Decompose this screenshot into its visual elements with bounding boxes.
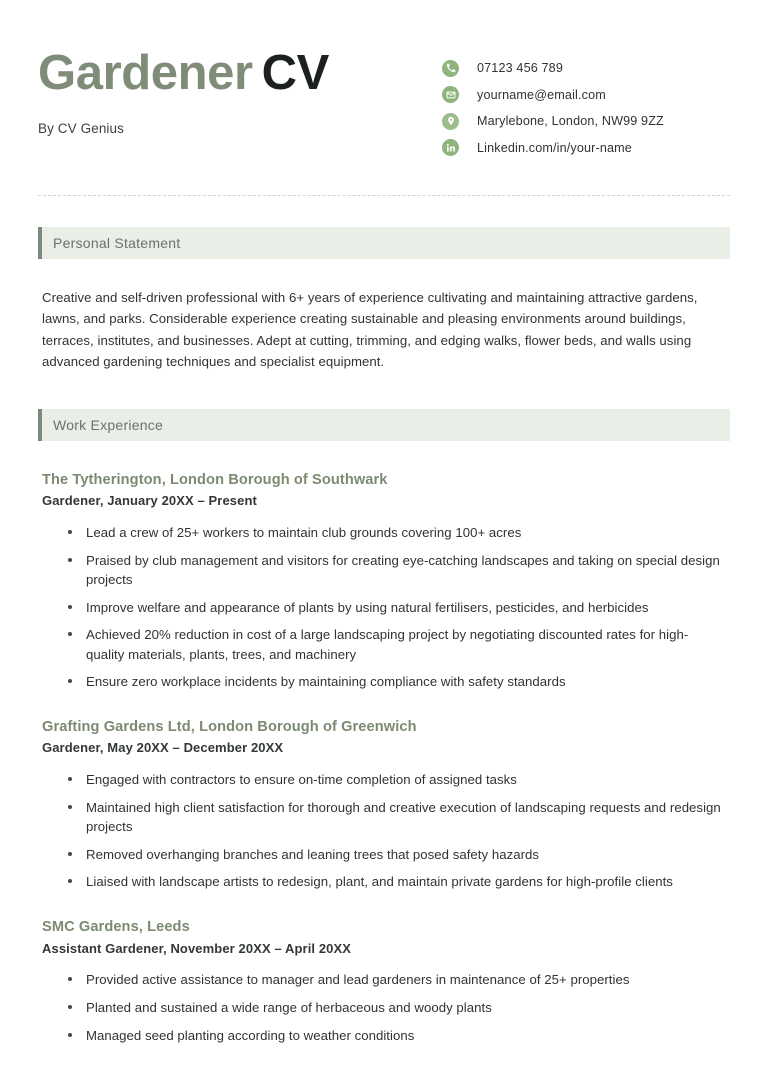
byline: By CV Genius: [38, 121, 124, 137]
work-experience-list: [38, 471, 730, 1046]
contact-row-phone[interactable]: [442, 55, 730, 82]
page-title-role: Gardener: [38, 46, 253, 100]
job-bullet: Achieved 20% reduction in cost of a large landscaping project by negotiating discounted rates for high-quality materials, plants, trees, and machinery: [42, 625, 726, 664]
job-bullet-list: [42, 970, 726, 1045]
job-company: Grafting Gardens Ltd, London Borough of Greenwich: [42, 718, 417, 735]
personal-statement-body: Creative and self-driven professional with 6+ years of experience cultivating and maintaining attractive gardens, lawns, and parks. Considerable experience creating sustainable and pleasing environments around buildings, terraces, institutes, and businesses. Adept at cutting, trimming, and edging walks, flower beds, and walls using advanced gardening techniques and specialist equipment.: [42, 290, 698, 370]
contact-email-text: yourname@email.com: [477, 87, 606, 102]
section-header-personal-statement: [38, 227, 730, 259]
job-company: SMC Gardens, Leeds: [42, 918, 190, 935]
location-icon: [442, 113, 459, 130]
header-divider: [38, 195, 730, 196]
job-entry: [38, 918, 730, 1045]
linkedin-icon: [442, 139, 459, 156]
job-company: The Tytherington, London Borough of Southwark: [42, 471, 388, 488]
job-bullet: Managed seed planting according to weather conditions: [42, 1026, 726, 1046]
job-bullet: Improve welfare and appearance of plants by using natural fertilisers, pesticides, and herbicides: [42, 598, 726, 618]
page-title-suffix: CV: [261, 46, 329, 100]
job-bullet: Engaged with contractors to ensure on-time completion of assigned tasks: [42, 770, 726, 790]
contact-row-location[interactable]: [442, 108, 730, 135]
cv-header-identity: [38, 46, 329, 136]
job-title-dates: Gardener, January 20XX – Present: [42, 493, 257, 509]
job-bullet: Praised by club management and visitors for creating eye-catching landscapes and taking on special design projects: [42, 551, 726, 590]
contact-block: [442, 46, 730, 161]
section-title-personal-statement: Personal Statement: [53, 235, 181, 251]
job-bullet: Maintained high client satisfaction for thorough and creative execution of landscaping requests and redesign projects: [42, 798, 726, 837]
contact-row-email[interactable]: [442, 82, 730, 109]
job-bullet: Removed overhanging branches and leaning trees that posed safety hazards: [42, 845, 726, 865]
job-bullet: Lead a crew of 25+ workers to maintain club grounds covering 100+ acres: [42, 523, 726, 543]
job-entry: [38, 471, 730, 692]
contact-linkedin-text: Linkedin.com/in/your-name: [477, 140, 632, 155]
job-bullet-list: [42, 770, 726, 892]
section-header-work-experience: [38, 409, 730, 441]
job-bullet: Liaised with landscape artists to redesign, plant, and maintain private gardens for high-profile clients: [42, 872, 726, 892]
job-title-dates: Gardener, May 20XX – December 20XX: [42, 740, 284, 756]
email-icon: [442, 86, 459, 103]
contact-phone-text: 07123 456 789: [477, 61, 563, 76]
phone-icon: [442, 60, 459, 77]
job-title-dates: Assistant Gardener, November 20XX – April 20XX: [42, 940, 352, 956]
cv-header: [38, 0, 730, 161]
section-title-work-experience: Work Experience: [53, 416, 164, 433]
contact-row-linkedin[interactable]: [442, 135, 730, 162]
job-bullet: Ensure zero workplace incidents by maintaining compliance with safety standards: [42, 672, 726, 692]
job-entry: [38, 718, 730, 892]
job-bullet-list: [42, 523, 726, 692]
contact-location-text: Marylebone, London, NW99 9ZZ: [477, 114, 664, 129]
job-bullet: Planted and sustained a wide range of herbaceous and woody plants: [42, 998, 726, 1018]
page-title: [38, 48, 329, 99]
job-bullet: Provided active assistance to manager and lead gardeners in maintenance of 25+ properties: [42, 970, 726, 990]
